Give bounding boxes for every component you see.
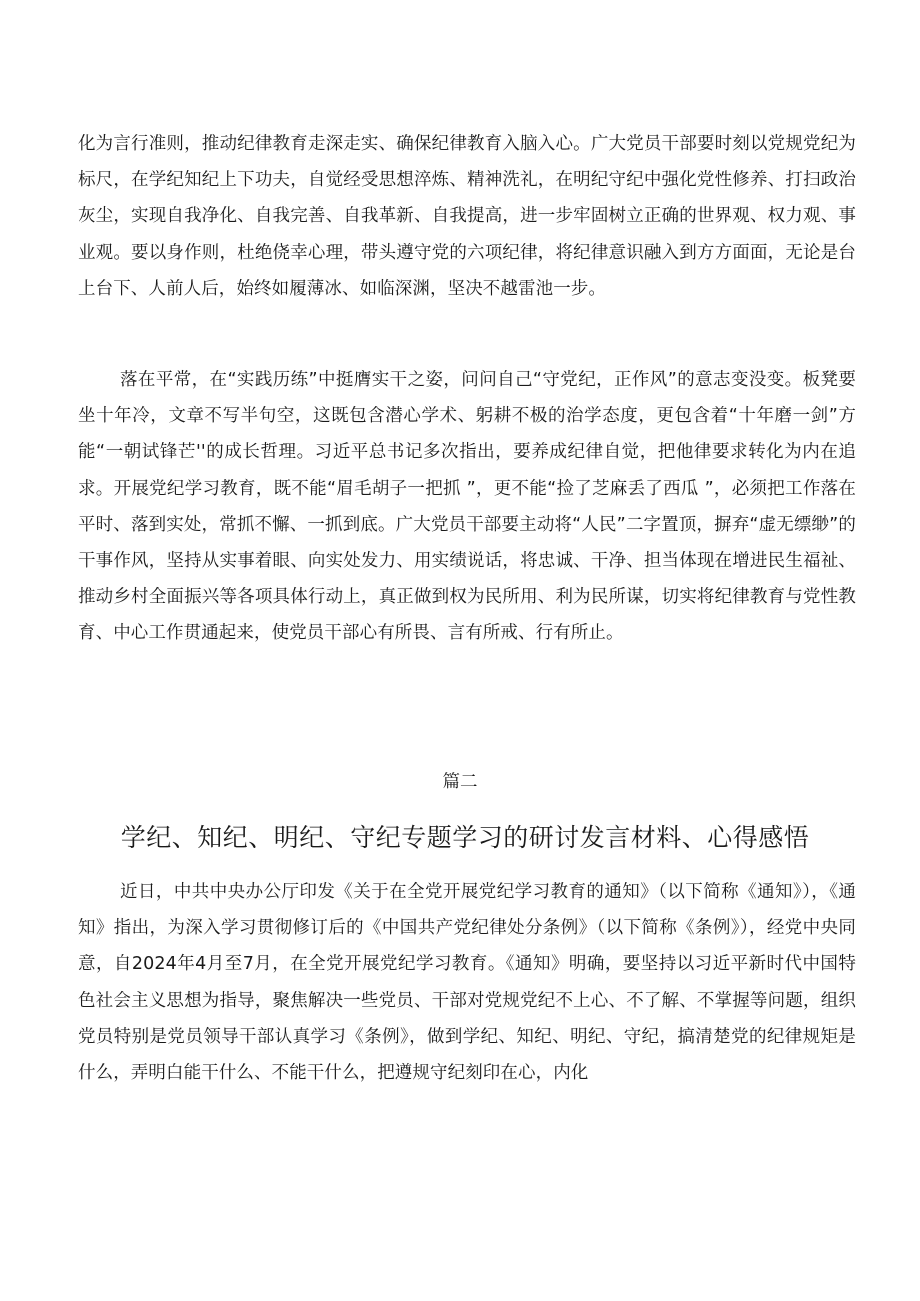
document-title: 学纪、知纪、明纪、守纪专题学习的研讨发言材料、心得感悟 — [120, 823, 810, 852]
section-label: 篇二 — [442, 772, 478, 792]
body-paragraph-1: 化为言行准则，推动纪律教育走深走实、确保纪律教育入脑入心。广大党员干部要时刻以党规党纪为标尺，在学纪知纪上下功夫，自觉经受思想淬炼、精神洗礼，在明纪守纪中强化党性修养、打扫政治灰尘，实现自我净化、自我完善、自我革新、自我提高，进一步牢固树立正确的世界观、权力观、事业观。要以身作则，杜绝侥幸心理，带头遵守党的六项纪律，将纪律意识融入到方方面面，无论是台上台下、人前人后，始终如履薄冰、如临深渊，坚决不越雷池一步。 — [78, 134, 856, 299]
body-paragraph-2: 落在平常，在“实践历练”中挺膺实干之姿，问问自己“守党纪，正作风”的意志变没变。板凳要坐十年冷，文章不写半句空，这既包含潜心学术、躬耕不极的治学态度，更包含着“十年磨一剑”方能“一朝试锋芒''的成长哲理。习近平总书记多次指出，要养成纪律自觉，把他律要求转化为内在追求。开展党纪学习教育，既不能“眉毛胡子一把抓 ”，更不能“捡了芝麻丢了西瓜 ”，必须把工作落在平时、落到实处，常抓不懈、一抓到底。广大党员干部要主动将“人民”二字置顶，摒弃“虚无缥缈”的干事作风，坚持从实事着眼、向实处发力、用实绩说话，将忠诚、干净、担当体现在增进民生福祉、推动乡村全面振兴等各项具体行动上，真正做到权为民所用、利为民所谋，切实将纪律教育与党性教育、中心工作贯通起来，使党员干部心有所畏、言有所戒、行有所止。 — [78, 370, 856, 644]
body-paragraph-3: 近日，中共中央办公厅印发《关于在全党开展党纪学习教育的通知》（以下简称《通知》），《通知》指出，为深入学习贯彻修订后的《中国共产党纪律处分条例》（以下简称《条例》），经党中央同意，自2024年4月至7月，在全党开展党纪学习教育。《通知》明确，要坚持以习近平新时代中国特色社会主义思想为指导，聚焦解决一些党员、干部对党规党纪不上心、不了解、不掌握等问题，组织党员特别是党员领导干部认真学习《条例》，做到学纪、知纪、明纪、守纪，搞清楚党的纪律规矩是什么，弄明白能干什么、不能干什么，把遵规守纪刻印在心，内化 — [78, 882, 856, 1084]
